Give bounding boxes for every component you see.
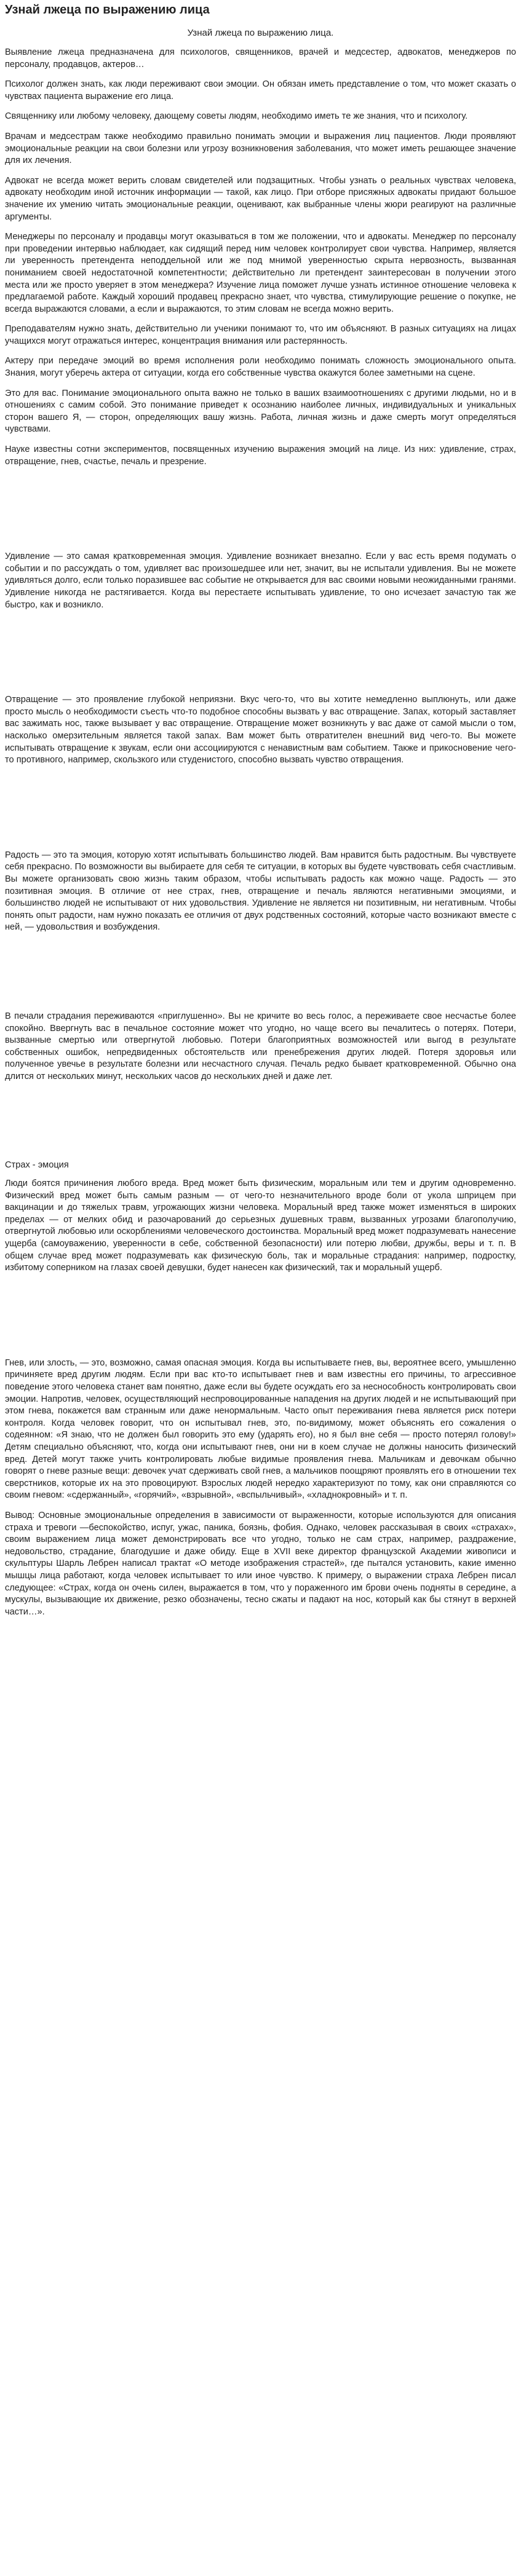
psychologist-paragraph: Психолог должен знать, как люди переживают свои эмоции. Он обязан иметь представление о том, что может сказать о чувствах пациента выражение его лица. [5,79,516,101]
joy-paragraph: Радость — это та эмоция, которую хотят испытывать большинство людей. Вам нравится быть радостным. Вы чувствуете себя прекрасно. По возможности вы выбираете для себя те ситуации, в которых вы будете чувствовать себя счастливым. Вы можете организовать свою жизнь таким образом, чтобы испытывать радость как можно чаще. Радость — это позитивная эмоция. В отличие от нее страх, гнев, отвращение и печаль являются негативными эмоциями, и большинство людей не испытывают от них удовольствия. Удивление не является ни позитивным, ни негативным. Чтобы понять опыт радости, нам нужно показать ее отличия от двух родственных состояний, которые часто возникают вместе с ней, — удовольствия и возбуждения. [5,850,516,933]
spacer [5,1091,516,1160]
for-you-paragraph: Это для вас. Понимание эмоционального опыта важно не только в ваших взаимоотношениях с другими людьми, но и в отношениях с самим собой. Это понимание приведет к осознанию наиболее личных, индивидуальных и уникальных сторон вашего Я, — сторон, определяющих вашу жизнь. Работа, личная жизнь и даже смерть могут определяться чувствами. [5,388,516,435]
conclusion-paragraph: Вывод: Основные эмоциональные определения в зависимости от выраженности, которые используются для описания страха и тревоги —беспокойство, испуг, ужас, паника, боязнь, фобия. Однако, человек рассказывая в своих «страхах», своим выражением лица может демонстрировать все что угодно, только не сам страх, например, раздражение, недовольство, страдание, благодушие и даже обиду. Еще в XVII веке директор французской Академии живописи и скульптуры Шарль Лебрен написал трактат «О методе изображения страстей», где пытался установить, какие именно мышцы лица работают, когда человек испытывает то или иное чувство. К примеру, о выражении страха Лебрен писал следующее: «Страх, когда он очень силен, выражается в том, что у пораженного им брови очень подняты в середине, а мускулы, вызывающие их движение, резко обозначены, тесно сжаты и падают на нос, который как бы стянут в верхней части…». [5,1510,516,1617]
doctors-paragraph: Врачам и медсестрам также необходимо правильно понимать эмоции и выражения лиц пациентов. Люди проявляют эмоциональные реакции на свои болезни или угрозу возникновения заболевания, что может иметь решающее значение для их лечения. [5,131,516,166]
spacer [5,775,516,850]
spacer [5,619,516,694]
fear-paragraph: Люди боятся причинения любого вреда. Вред может быть физическим, моральным или тем и другим одновременно. Физический вред может быть самым разным — от чего-то незначительного вроде боли от укола шприцем при вакцинации и до тяжелых травм, угрожающих жизни человека. Моральный вред также может изменяться в широких пределах — от мелких обид и разочарований до серьезных душевных травм, вызванных угрозами благополучию, отвергнутой любовью или оскорблениями человеческого достоинства. Моральный вред может подразумевать нанесение ущерба (самоуважению, уверенности в себе, собственной безопасности) или потерю любви, дружбы, веры и т. п. В общем случае вред может подразумевать как физическую боль, так и моральные страдания: например, подростку, избитому соперником на глазах своей девушки, будет нанесен как физический, так и моральный ущерб. [5,1179,516,1273]
article-subtitle: Узнай лжеца по выражению лица. [187,28,334,38]
intro-paragraph: Выявление лжеца предназначена для психологов, священников, врачей и медсестер, адвокатов, менеджеров по персоналу, продавцов, актеров… [5,47,516,69]
spacer [5,476,516,551]
anger-paragraph: Гнев, или злость, — это, возможно, самая опасная эмоция. Когда вы испытываете гнев, вы, вероятнее всего, умышленно причиняете вред другим людям. Если при вас кто-то испытывает гнев и вам известны его причины, то агрессивное поведение этого человека станет вам понятно, даже если вы будете осуждать его за неснособность контролировать свои эмоции. Напротив, человек, осуществляющий неспровоцированные нападения на других людей и не испытывающий при этом гнева, покажется вам странным или даже ненормальным. Часто опыт переживания гнева является риск потери контроля. Когда человек говорит, что он испытывал гнев, это, по-видимому, может объяснять его сожаления о содеянном: «Я знаю, что не должен был говорить это ему (ударять его), но я был вне себя — просто потерял голову!» Детям специально объясняют, что, когда они испытывают гнев, они ни в коем случае не должны наносить физический вред. Детей могут также учить контролировать любые видимые проявления гнева. Мальчикам и девочкам обычно говорят о гневе разные вещи: девочек учат сдерживать свой гнев, а мальчиков поощряют проявлять его в отношении тех сверстников, которые их на это провоцируют. Взрослых людей нередко характеризуют по тому, как они справляются со своим гневом: «сдержанный», «горячий», «взрывной», «вспыльчивый», «хладнокровный» и т. п. [5,1357,516,1501]
teachers-paragraph: Преподавателям нужно знать, действительно ли ученики понимают то, что им объясняют. В разных ситуациях на лицах учащихся могут отражаться интерес, концентрация внимания или растерянность. [5,324,516,346]
emotions-list-paragraph: Науке известны сотни экспериментов, посвященных изучению выражения эмоций на лице. Из них: удивление, страх, отвращение, гнев, счастье, печаль и презрение. [5,444,516,467]
sadness-paragraph: В печали страдания переживаются «приглушенно». Вы не кричите во весь голос, а переживаете свое несчастье более спокойно. Ввергнуть вас в печальное состояние может что угодно, но чаще всего вы печалитесь о потерях. Потери, вызванные смертью или отвергнутой любовью. Потери благоприятных возможностей или выгод в результате собственных ошибок, непредвиденных обстоятельств или пренебрежения других людей. Потеря здоровья или полученное увечье в результате болезни или несчастного случая. Печаль редко бывает кратковременной. Обычно она длится от нескольких минут, нескольких часов до нескольких дней и даже лет. [5,1011,516,1081]
fear-section-title: Страх - эмоция [5,1160,69,1171]
disgust-paragraph: Отвращение — это проявление глубокой неприязни. Вкус чего-то, что вы хотите немедленно выплюнуть, или даже просто мысль о необходимости съесть что-то подобное способны вызвать у вас отвращение. Запах, который заставляет вас зажимать нос, также вызывает у вас отвращение. Отвращение может возникнуть у вас даже от самой мысли о том, насколько омерзительным является такой запах. Вам может быть отвратителен внешний вид чего-то. Вы можете испытывать отвращение к звукам, если они ассоциируются с ненавистным вам событием. Также и прикосновение чего-то противного, например, скользкого или студенистого, способно вызвать чувство отвращения. [5,695,516,765]
spacer [5,1282,516,1357]
actor-paragraph: Актеру при передаче эмоций во время исполнения роли необходимо понимать сложность эмоционального опыта. Знания, могут уберечь актера от ситуации, когда его собственные чувства окажутся более заметными на сцене. [5,356,516,379]
lawyer-paragraph: Адвокат не всегда может верить словам свидетелей или подзащитных. Чтобы узнать о реальных чувствах человека, адвокату необходим иной источник информации — такой, как лицо. При отборе присяжных адвокаты придают большое значение их умению читать эмоциональные реакции, оценивают, как выбранные члены жюри реагируют на различные аргументы. [5,175,516,222]
priest-paragraph: Священнику или любому человеку, дающему советы людям, необходимо иметь те же знания, что и психологу. [5,111,468,122]
spacer [5,942,516,1011]
surprise-paragraph: Удивление — это самая кратковременная эмоция. Удивление возникает внезапно. Если у вас есть время подумать о событии и по рассуждать о том, удивляет вас произошедшее или нет, значит, вы не испытали удивления. Вы не можете удивляться долго, если только поразившее вас событие не открывается для вас своими новыми неожиданными гранями. Удивление никогда не растягивается. Когда вы перестаете испытывать удивление, то оно исчезает зачастую так же быстро, как и возникло. [5,551,516,610]
page-title: Узнай лжеца по выражению лица [5,3,210,17]
managers-paragraph: Менеджеры по персоналу и продавцы могут оказываться в том же положении, что и адвокаты. Менеджер по персоналу при проведении интервью наблюдает, как сидящий перед ним человек контролирует свои чувства. Например, является ли уверенность претендента неподдельной или же под мнимой уверенностью скрыта нервозность, вызванная пониманием своей недостаточной компетентности; действительно ли претендент заинтересован в получении этого места или же просто уверяет в этом менеджера? Изучение лица поможет лучше узнать истинное отношение человека к предлагаемой работе. Каждый хороший продавец прекрасно знает, что чувства, стимулирующие решение о покупке, не всегда выражаются словами, а если и выражаются, то этим словам не всегда можно верить. [5,232,516,314]
